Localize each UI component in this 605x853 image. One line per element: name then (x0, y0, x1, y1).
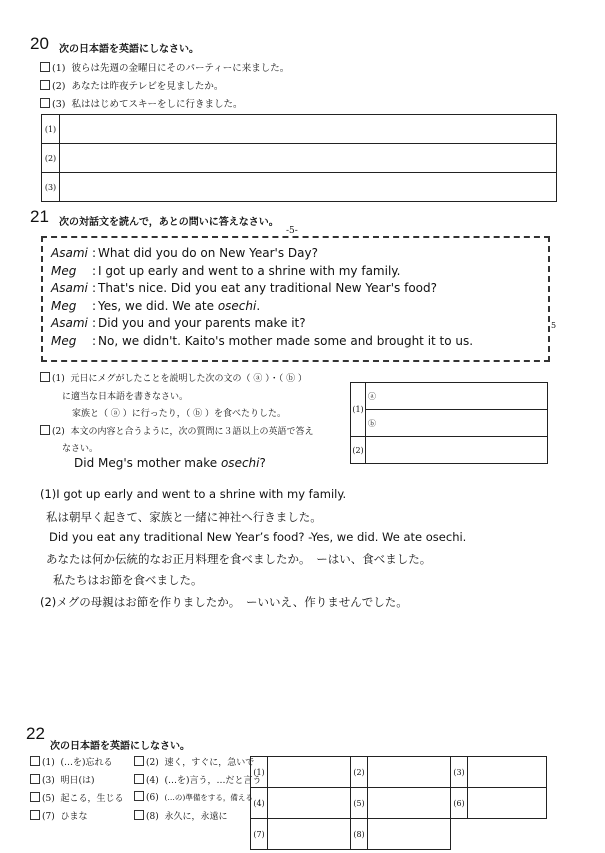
question-number-21: 21 (30, 207, 49, 226)
answer-box-2[interactable] (368, 757, 451, 788)
answer-label: (6) (451, 788, 468, 819)
q22-item-3: (3) 明日(は) (30, 773, 95, 786)
answer-box-6[interactable] (468, 788, 547, 819)
answer-label-b: ⓑ (366, 410, 379, 437)
q21-sub1-line2: に適当な日本語を書きなさい。 (62, 392, 189, 402)
answer-label: (3) (42, 173, 60, 202)
dialog-line: Asami : Did you and your parents make it? (51, 316, 306, 330)
q22-answer-grid (250, 756, 547, 850)
q22-item-6: (6) (…の)準備をする，備える (134, 791, 253, 803)
dialog-line: Meg : Yes, we did. We ate osechi. (51, 298, 261, 313)
q20-answer-table (41, 114, 557, 202)
answer-box-a[interactable] (378, 383, 548, 410)
checkbox[interactable] (40, 80, 50, 90)
checkbox[interactable] (134, 810, 144, 820)
answer-label: (2) (351, 757, 368, 788)
answer-box-4[interactable] (268, 788, 351, 819)
answer-label: (1) (351, 383, 366, 437)
note-line-2: 私は朝早く起きて、家族と一緒に神社へ行きました。 (46, 510, 322, 524)
line-number: 5 (551, 321, 557, 330)
checkbox[interactable] (30, 792, 40, 802)
q20-item-3: (3) 私ははじめてスキーをしに行きました。 (40, 96, 243, 110)
checkbox[interactable] (40, 98, 50, 108)
q22-item-5: (5) 起こる，生じる (30, 791, 124, 804)
answer-box-1[interactable] (268, 757, 351, 788)
note-line-4: あなたは何か伝統的なお正月料理を食べましたか。 ーはい、食べました。 (46, 552, 432, 566)
question-number-20: 20 (30, 34, 49, 53)
answer-label: (5) (351, 788, 368, 819)
q22-item-2: (2) 速く，すぐに，急いで (134, 755, 254, 768)
checkbox[interactable] (40, 372, 50, 382)
answer-box-b[interactable] (378, 410, 548, 437)
checkbox[interactable] (40, 62, 50, 72)
answer-label: (3) (451, 757, 468, 788)
question-title-20: 次の日本語を英語にしなさい。 (59, 44, 199, 55)
checkbox[interactable] (40, 425, 50, 435)
checkbox[interactable] (30, 756, 40, 766)
q20-item-2: (2) あなたは昨夜テレビを見ましたか。 (40, 78, 223, 92)
page-mark: -5- (286, 226, 298, 236)
note-line-6: (2)メグの母親はお節を作りましたか。 ーいいえ、作りませんでした。 (40, 595, 408, 609)
q22-item-1: (1) (…を)忘れる (30, 755, 113, 768)
answer-box-3[interactable] (468, 757, 547, 788)
note-line-5: 私たちはお節を食べました。 (53, 573, 203, 587)
q21-answer-table (350, 382, 548, 464)
answer-box-5[interactable] (368, 788, 451, 819)
question-title-21: 次の対話文を読んで，あとの問いに答えなさい。 (59, 217, 279, 228)
q22-item-8: (8) 永久に，永遠に (134, 809, 228, 822)
answer-label: (1) (251, 757, 268, 788)
answer-box-3[interactable] (60, 173, 557, 202)
checkbox[interactable] (134, 774, 144, 784)
q20-item-1: (1) 彼らは先週の金曜日にそのパーティーに来ました。 (40, 60, 289, 74)
checkbox[interactable] (30, 774, 40, 784)
answer-label: (8) (351, 819, 368, 850)
note-line-3: Did you eat any traditional New Year’s food? -Yes, we did. We ate osechi. (49, 530, 467, 544)
answer-box-8[interactable] (368, 819, 451, 850)
dialog-line: Meg : I got up early and went to a shrine with my family. (51, 263, 401, 278)
answer-box-2[interactable] (60, 144, 557, 173)
question-number-22: 22 (26, 724, 45, 743)
answer-box-7[interactable] (268, 819, 351, 850)
answer-box-2[interactable] (366, 437, 548, 464)
q21-sub2: (2) 本文の内容と合うように，次の質問に３語以上の英語で答え (40, 424, 314, 437)
answer-label-a: ⓐ (366, 383, 379, 410)
dialog-line: Meg : No, we didn't. Kaito's mother made some and brought it to us. (51, 333, 474, 348)
answer-box-1[interactable] (60, 115, 557, 144)
q21-sub2-line2: なさい。 (62, 444, 99, 454)
answer-label: (2) (351, 437, 366, 464)
answer-label: (1) (42, 115, 60, 144)
q21-sub1: (1) 元日にメグがしたことを説明した次の文の（ ⓐ ）・（ ⓑ ） (40, 371, 307, 384)
q21-sub2-question: Did Meg's mother make osechi? (74, 456, 266, 470)
q22-item-4: (4) (…を)言う，…だと言う (134, 773, 262, 786)
dialog-line: Asami : What did you do on New Year's Day? (51, 246, 318, 260)
dialog-line: Asami : That's nice. Did you eat any traditional New Year's food? (51, 281, 437, 295)
answer-label: (4) (251, 788, 268, 819)
checkbox[interactable] (134, 756, 144, 766)
answer-label: (7) (251, 819, 268, 850)
empty-cell (451, 819, 547, 850)
checkbox[interactable] (30, 810, 40, 820)
question-title-22: 次の日本語を英語にしなさい。 (50, 741, 190, 752)
answer-label: (2) (42, 144, 60, 173)
note-line-1: (1)I got up early and went to a shrine with my family. (40, 487, 347, 501)
q22-item-7: (7) ひまな (30, 809, 88, 822)
dialog-lines (51, 245, 473, 350)
checkbox[interactable] (134, 791, 144, 801)
q21-sub1-line3: 家族と（ ⓐ ）に行ったり，（ ⓑ ）を食べたりした。 (72, 409, 286, 419)
